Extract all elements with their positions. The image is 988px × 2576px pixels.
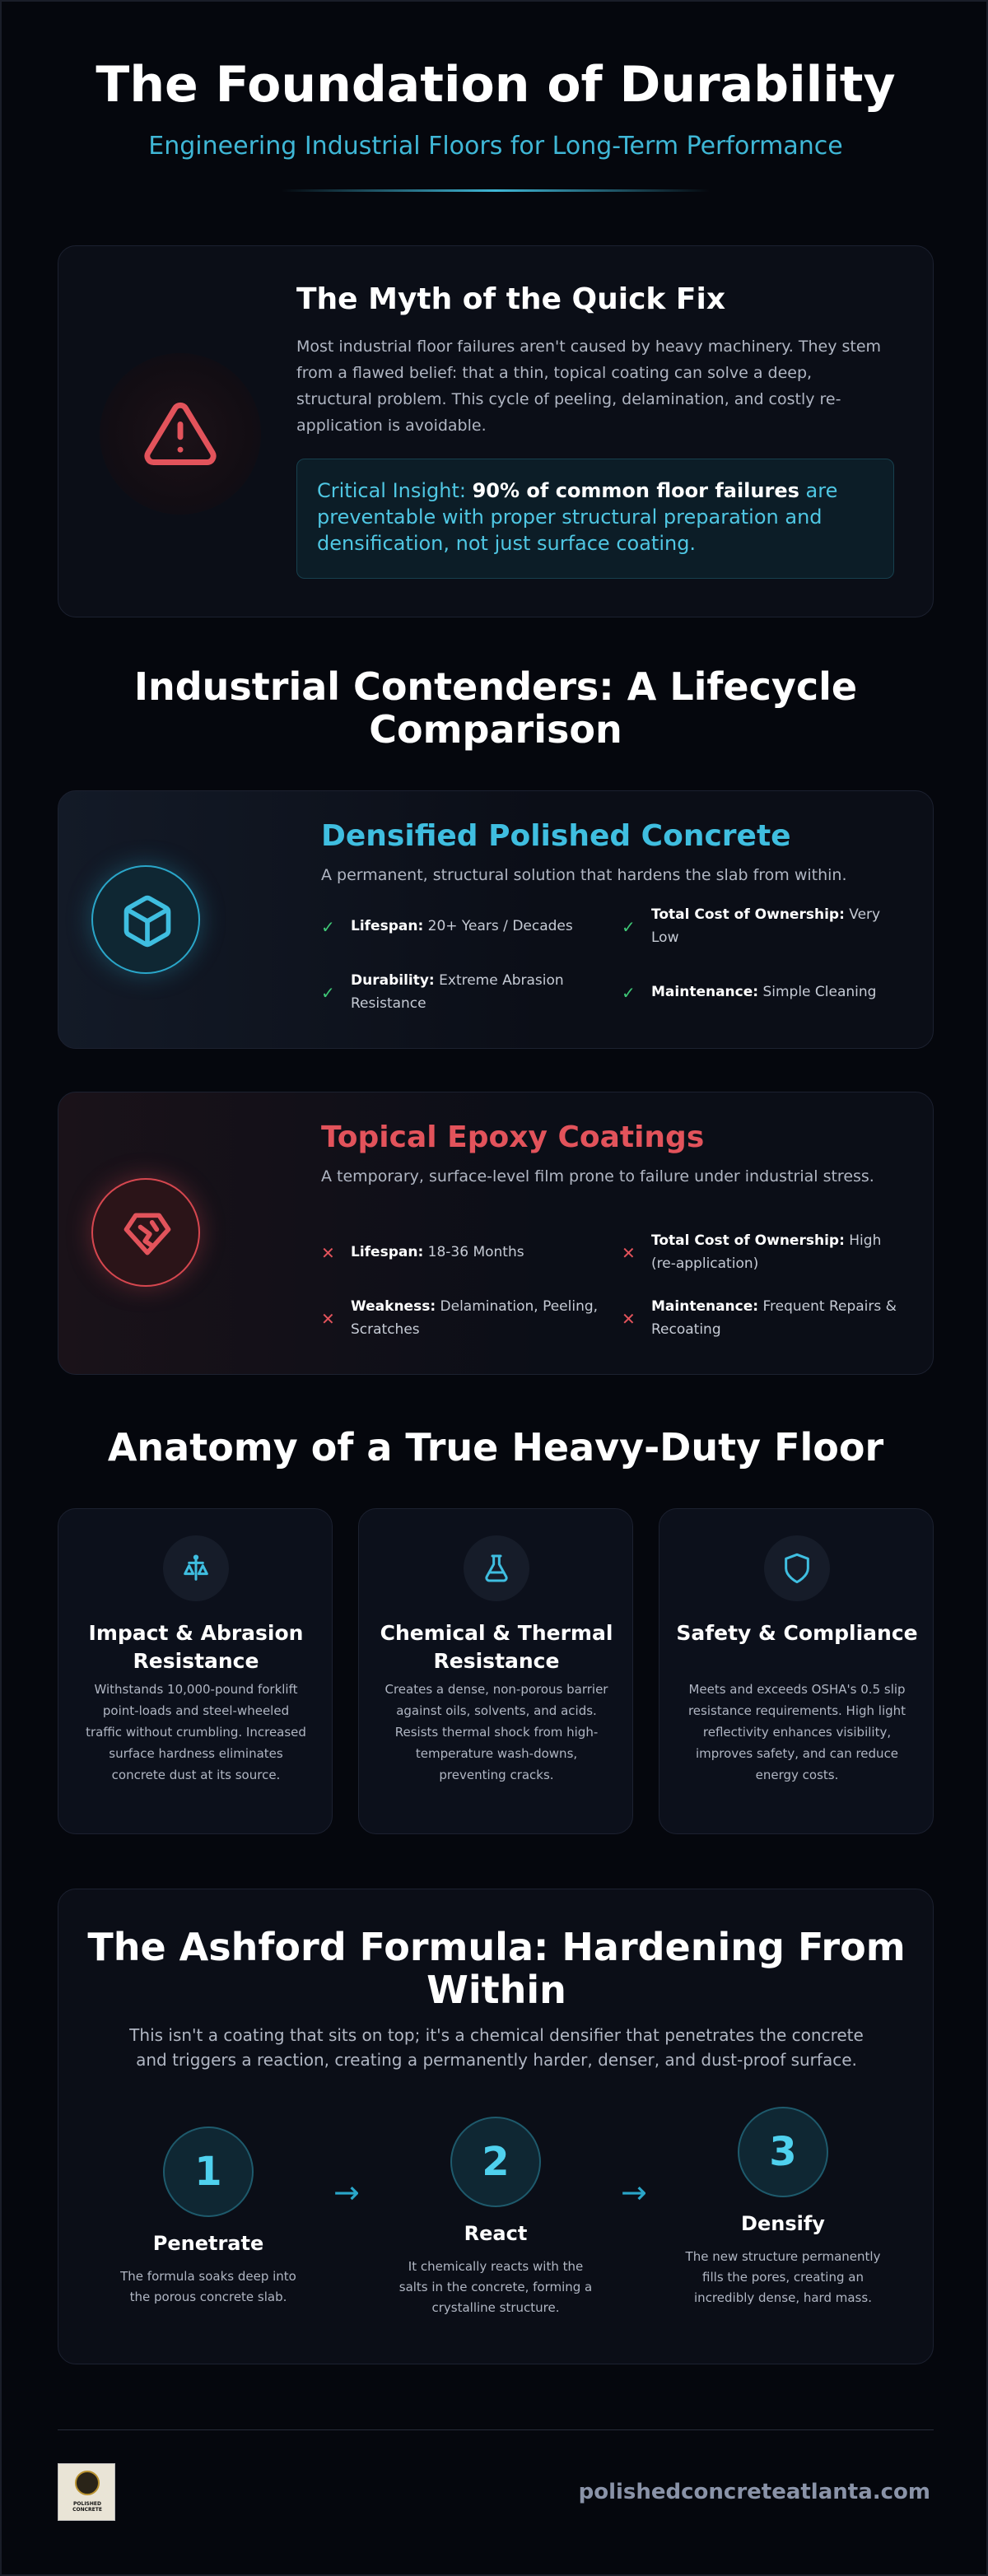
page-title: The Foundation of Durability	[96, 56, 896, 114]
x-icon: ✕	[622, 1309, 636, 1329]
anatomy-card-chemical	[358, 1508, 633, 1834]
shield-icon	[781, 1552, 813, 1585]
epoxy-card	[58, 1092, 934, 1375]
insight-prefix: Critical Insight:	[317, 479, 473, 502]
insight-suffix: are preventable with proper structural preparation and densification, not just surface coating.	[317, 479, 838, 555]
spec-label: Durability:	[351, 972, 435, 989]
spec-value: Extreme Abrasion Resistance	[351, 972, 564, 1012]
forklift-icon	[179, 1552, 212, 1585]
step-body: The new structure permanently fills the pores, creating an incredibly dense, hard mass.	[685, 2249, 881, 2305]
myth-card	[58, 245, 934, 617]
step-number: 1	[163, 2126, 254, 2217]
check-icon: ✓	[321, 917, 335, 937]
flask-icon	[480, 1552, 513, 1585]
broken-layer-icon	[119, 1206, 175, 1262]
formula-description: This isn't a coating that sits on top; it's a chemical densifier that penetrates the concrete and triggers a reaction, creating a permanently harder, denser, and dust-proof surface.	[129, 2025, 864, 2070]
spec-label: Lifespan:	[351, 918, 424, 934]
anatomy-card-impact	[58, 1508, 333, 1834]
cube-icon	[119, 893, 175, 949]
epoxy-description: A temporary, surface-level film prone to failure under industrial stress.	[321, 1167, 874, 1186]
spec-value: 20+ Years / Decades	[423, 918, 573, 934]
spec-value: High (re-application)	[651, 1232, 882, 1272]
warning-icon	[142, 396, 218, 472]
concrete-spec-durability	[321, 969, 601, 1015]
impact-icon-badge	[163, 1535, 229, 1601]
footer-divider	[58, 2429, 934, 2430]
check-icon: ✓	[321, 983, 335, 1003]
page-subtitle: Engineering Industrial Floors for Long-Term Performance	[148, 132, 843, 161]
myth-body: Most industrial floor failures aren't caused by heavy machinery. They stem from a flawed belief: that a thin, topical coating can solve a deep, structural problem. This cycle of peeling, delamination, and costly re-application is avoidable.	[296, 338, 882, 435]
epoxy-icon-badge	[91, 1178, 200, 1287]
epoxy-title: Topical Epoxy Coatings	[321, 1120, 705, 1154]
title-divider	[282, 189, 710, 192]
chemical-icon-badge	[464, 1535, 529, 1601]
check-icon: ✓	[622, 917, 636, 937]
myth-title: The Myth of the Quick Fix	[296, 282, 726, 316]
concrete-spec-cost	[622, 903, 902, 949]
concrete-title: Densified Polished Concrete	[321, 819, 791, 853]
spec-value: Delamination, Peeling, Scratches	[351, 1298, 599, 1338]
anatomy-card-body: Meets and exceeds OSHA's 0.5 slip resistance requirements. High light reflectivity enhances visibility, improves safety, and can reduce energy costs.	[687, 1682, 906, 1782]
epoxy-spec-weakness	[321, 1295, 601, 1341]
step-number: 2	[450, 2117, 541, 2207]
anatomy-card-title: Safety & Compliance	[676, 1621, 918, 1645]
anatomy-title: Anatomy of a True Heavy-Duty Floor	[107, 1425, 884, 1470]
concrete-icon-badge	[91, 865, 200, 974]
spec-label: Total Cost of Ownership:	[651, 906, 845, 923]
step-title: React	[464, 2222, 528, 2245]
concrete-card	[58, 790, 934, 1049]
epoxy-spec-lifespan	[321, 1241, 601, 1264]
spec-value: Very Low	[651, 906, 881, 946]
spec-label: Weakness:	[351, 1298, 436, 1315]
step-body: It chemically reacts with the salts in the concrete, forming a crystalline structure.	[398, 2259, 593, 2315]
formula-card	[58, 1889, 934, 2364]
epoxy-spec-cost	[622, 1229, 902, 1275]
epoxy-spec-maintenance	[622, 1295, 902, 1341]
spec-label: Total Cost of Ownership:	[651, 1232, 845, 1249]
spec-label: Maintenance:	[651, 984, 759, 1000]
spec-label: Maintenance:	[651, 1298, 759, 1315]
x-icon: ✕	[321, 1243, 335, 1263]
step-arrow: →	[621, 2174, 647, 2210]
logo-emblem	[75, 2471, 100, 2495]
critical-insight-box	[296, 459, 894, 579]
spec-value: 18-36 Months	[423, 1244, 524, 1260]
step-title: Penetrate	[152, 2232, 264, 2255]
check-icon: ✓	[622, 983, 636, 1003]
anatomy-card-body: Creates a dense, non-porous barrier against oils, solvents, and acids. Resists thermal shock from high-temperature wash-downs, preventing cracks.	[384, 1682, 608, 1782]
anatomy-card-title: Impact & Abrasion Resistance	[88, 1621, 304, 1673]
concrete-spec-lifespan	[321, 915, 601, 938]
safety-icon-badge	[764, 1535, 830, 1601]
spec-value: Simple Cleaning	[758, 984, 877, 1000]
insight-highlight: 90% of common floor failures	[472, 479, 799, 502]
x-icon: ✕	[321, 1309, 335, 1329]
website-link[interactable]: polishedconcreteatlanta.com	[578, 2480, 930, 2504]
formula-title: The Ashford Formula: Hardening From Within	[87, 1925, 906, 2012]
anatomy-card-body: Withstands 10,000-pound forklift point-loads and steel-wheeled traffic without crumbling. Increased surface hardness eliminates concrete dust at its source.	[86, 1682, 306, 1782]
spec-value: Frequent Repairs & Recoating	[651, 1298, 897, 1338]
anatomy-card-safety	[659, 1508, 934, 1834]
step-arrow: →	[333, 2174, 360, 2210]
anatomy-card-title: Chemical & Thermal Resistance	[380, 1621, 613, 1673]
concrete-spec-maintenance	[622, 981, 902, 1004]
step-number: 3	[738, 2107, 828, 2197]
comparison-title: Industrial Contenders: A Lifecycle Comparison	[133, 664, 858, 752]
x-icon: ✕	[622, 1243, 636, 1263]
step-body: The formula soaks deep into the porous concrete slab.	[120, 2269, 296, 2304]
spec-label: Lifespan:	[351, 1244, 424, 1260]
warning-icon-badge	[100, 353, 261, 515]
concrete-description: A permanent, structural solution that hardens the slab from within.	[321, 866, 847, 884]
company-logo[interactable]	[58, 2463, 115, 2521]
step-title: Densify	[741, 2212, 825, 2235]
logo-text: POLISHED CONCRETE	[72, 2501, 102, 2513]
